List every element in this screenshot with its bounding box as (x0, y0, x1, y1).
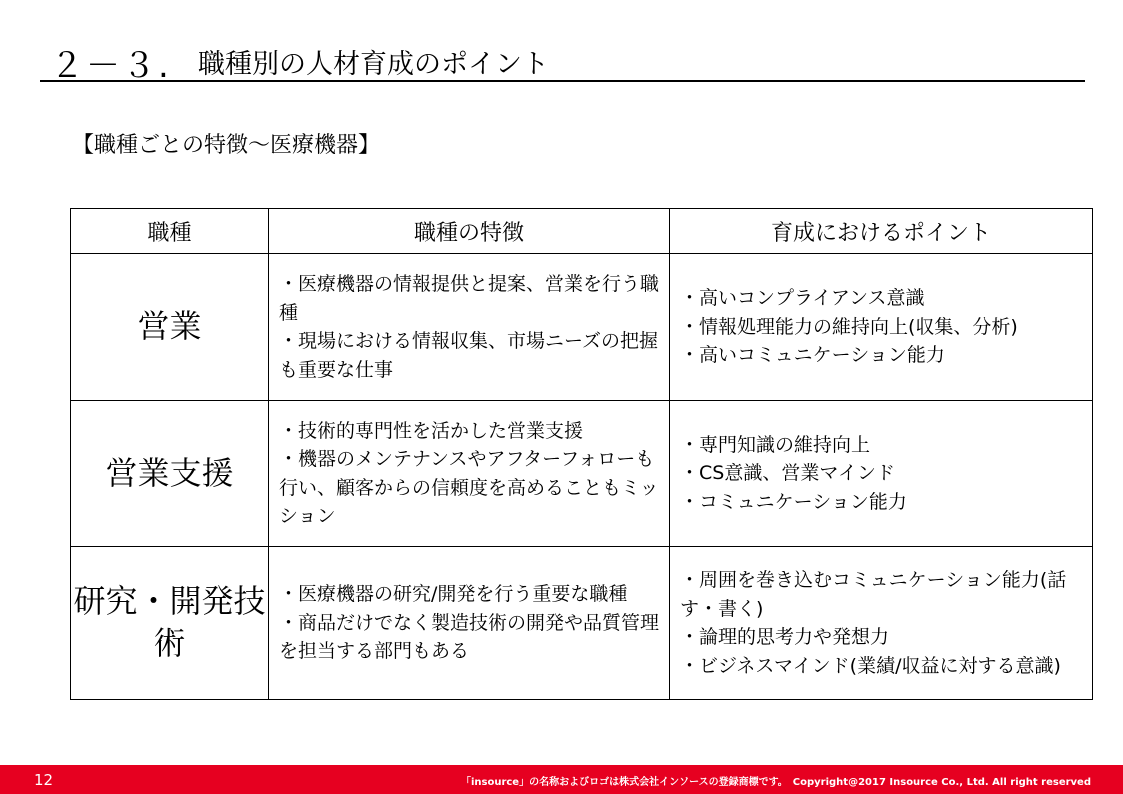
subheading: 【職種ごとの特徴～医療機器】 (72, 133, 381, 158)
feature-item: ・医療機器の研究/開発を行う重要な職種 (279, 583, 628, 606)
slide-header (40, 36, 1085, 86)
table-row (71, 547, 1093, 700)
features-cell (269, 401, 670, 547)
points-cell (670, 401, 1093, 547)
column-header-features: 職種の特徴 (269, 209, 670, 254)
page-title: 職種別の人材育成のポイント (198, 49, 549, 80)
features-cell (269, 254, 670, 401)
feature-item: ・医療機器の情報提供と提案、営業を行う職種 (279, 273, 660, 324)
features-cell (269, 547, 670, 700)
table-row (71, 401, 1093, 547)
table-row (71, 254, 1093, 401)
column-header-job: 職種 (71, 209, 269, 254)
point-item: ・専門知識の維持向上 (680, 433, 871, 456)
job-name: 営業 (71, 254, 269, 401)
copyright-note: 「insource」の名称およびロゴは株式会社インソースの登録商標です。 Copyright@2017 Insource Co., Ltd. All right reserved (460, 777, 1091, 788)
table-header-row (71, 209, 1093, 254)
point-item: ・ビジネスマインド(業績/収益に対する意識) (680, 654, 1061, 677)
feature-item: ・現場における情報収集、市場ニーズの把握も重要な仕事 (279, 330, 659, 381)
point-item: ・情報処理能力の維持向上(収集、分析) (680, 315, 1018, 338)
job-name: 営業支援 (71, 401, 269, 547)
point-item: ・CS意識、営業マインド (680, 462, 895, 485)
feature-item: ・技術的専門性を活かした営業支援 (279, 419, 584, 442)
points-cell (670, 547, 1093, 700)
point-item: ・高いコミュニケーション能力 (680, 344, 945, 367)
points-cell (670, 254, 1093, 401)
feature-item: ・機器のメンテナンスやアフターフォローも行い、顧客からの信頼度を高めることもミッション (279, 448, 659, 527)
page-number: 12 (34, 771, 54, 789)
job-name: 研究・開発技術 (71, 547, 269, 700)
point-item: ・高いコンプライアンス意識 (680, 287, 925, 310)
feature-item: ・商品だけでなく製造技術の開発や品質管理を担当する部門もある (279, 611, 660, 663)
point-item: ・論理的思考力や発想力 (680, 626, 890, 648)
section-number: ２－３. (50, 46, 171, 86)
footer-bar (0, 765, 1123, 794)
point-item: ・周囲を巻き込むコミュニケーション能力(話す・書く) (680, 569, 1067, 620)
job-type-table (70, 208, 1093, 700)
point-item: ・コミュニケーション能力 (680, 490, 907, 513)
column-header-points: 育成におけるポイント (670, 209, 1093, 254)
